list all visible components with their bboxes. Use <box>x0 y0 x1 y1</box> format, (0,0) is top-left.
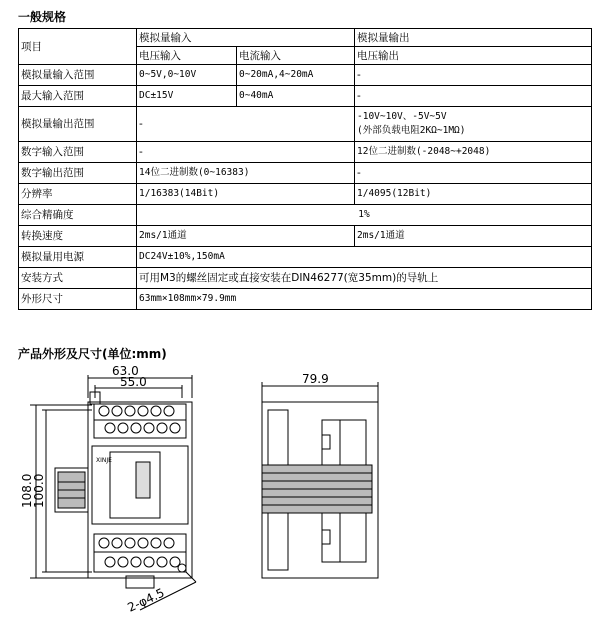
cell-voltage-out: - <box>355 163 592 184</box>
cell-voltage-out: 12位二进制数(-2048~+2048) <box>355 142 592 163</box>
cell-voltage-in: 0~5V,0~10V <box>137 65 237 86</box>
cell-voltage-out: - <box>355 65 592 86</box>
row-label: 模拟量输入范围 <box>19 65 137 86</box>
output-range: -10V~10V、-5V~5V <box>357 111 447 122</box>
row-label: 综合精确度 <box>19 205 137 226</box>
header-item: 项目 <box>19 29 137 65</box>
dim-mount-hole: 2-φ4.5 <box>125 585 167 615</box>
cell-value: DC24V±10%,150mA <box>137 247 592 268</box>
cell-voltage-out: 1/4095(12Bit) <box>355 184 592 205</box>
row-label: 安装方式 <box>19 268 137 289</box>
cell-input: 2ms/1通道 <box>137 226 355 247</box>
row-label: 数字输出范围 <box>19 163 137 184</box>
header-voltage-in: 电压输入 <box>137 47 237 65</box>
dim-height-total: 108.0 <box>20 473 34 508</box>
cell-value: 1% <box>137 205 592 226</box>
cell-current-in: 0~20mA,4~20mA <box>237 65 355 86</box>
section-title-dimensions: 产品外形及尺寸(单位:mm) <box>18 347 167 361</box>
cell-input: 1/16383(14Bit) <box>137 184 355 205</box>
header-current-in: 电流输入 <box>237 47 355 65</box>
cell-voltage-out: - <box>355 86 592 107</box>
cell-value: 可用M3的螺丝固定或直接安装在DIN46277(宽35mm)的导轨上 <box>137 268 592 289</box>
header-analog-in: 模拟量输入 <box>137 29 355 47</box>
brand-label: XINJE <box>96 457 112 464</box>
row-label: 分辨率 <box>19 184 137 205</box>
row-label: 外形尺寸 <box>19 289 137 310</box>
cell-input: - <box>137 107 355 142</box>
cell-input: - <box>137 142 355 163</box>
dim-width-inner: 55.0 <box>120 375 147 389</box>
dim-height-inner: 100.0 <box>32 473 46 508</box>
header-voltage-out: 电压输出 <box>355 47 592 65</box>
row-label: 最大输入范围 <box>19 86 137 107</box>
dim-depth: 79.9 <box>302 372 329 386</box>
header-analog-out: 模拟量输出 <box>355 29 592 47</box>
dim-width-total: 63.0 <box>112 364 139 378</box>
cell-voltage-in: DC±15V <box>137 86 237 107</box>
row-label: 模拟量用电源 <box>19 247 137 268</box>
cell-input: 14位二进制数(0~16383) <box>137 163 355 184</box>
row-label: 转换速度 <box>19 226 137 247</box>
cell-value: 63mm×108mm×79.9mm <box>137 289 592 310</box>
cell-current-in: 0~40mA <box>237 86 355 107</box>
section-title-general-spec: 一般规格 <box>18 10 67 24</box>
cell-voltage-out: 2ms/1通道 <box>355 226 592 247</box>
row-label: 模拟量输出范围 <box>19 107 137 142</box>
row-label: 数字输入范围 <box>19 142 137 163</box>
output-load-note: (外部负载电阻2KΩ~1MΩ) <box>357 125 466 136</box>
